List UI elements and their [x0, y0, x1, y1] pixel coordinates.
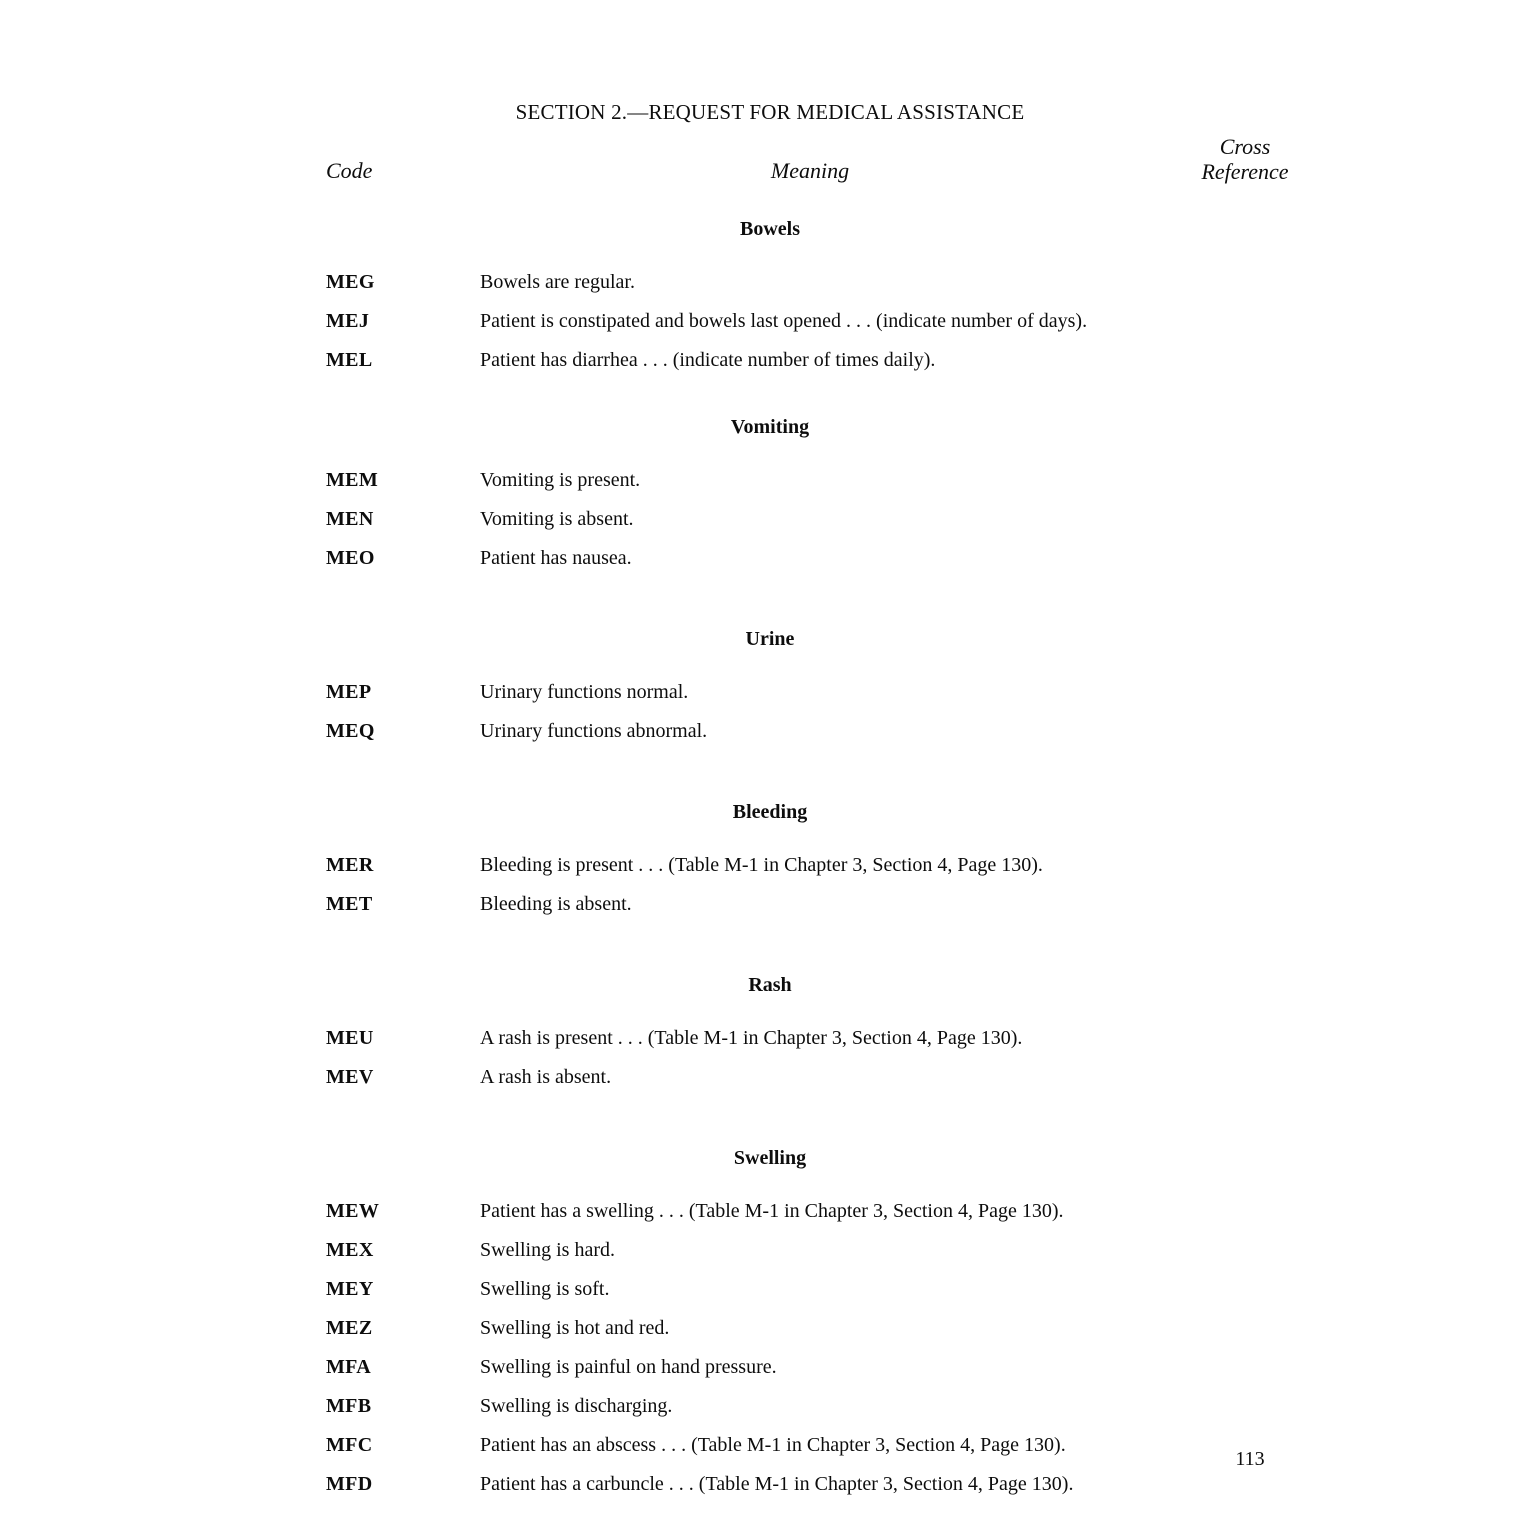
table-row	[0, 1270, 1540, 1309]
cell-code: MEN	[326, 508, 374, 530]
cell-meaning: Urinary functions normal.	[480, 681, 689, 703]
cell-meaning: Patient has a carbuncle . . . (Table M-1 in Chapter 3, Section 4, Page 130).	[480, 1473, 1074, 1495]
cell-code: MFD	[326, 1473, 373, 1495]
page-title: SECTION 2.—REQUEST FOR MEDICAL ASSISTANCE	[515, 100, 1025, 124]
cell-code: MET	[326, 893, 373, 915]
group-rows	[0, 263, 1540, 380]
column-header-code: Code	[326, 158, 373, 183]
cell-code: MEV	[326, 1066, 374, 1088]
table-row	[0, 461, 1540, 500]
cell-meaning: Bleeding is absent.	[480, 893, 632, 915]
cell-meaning: Bowels are regular.	[480, 271, 635, 293]
cell-code: MEX	[326, 1239, 374, 1261]
cell-code: MEG	[326, 271, 375, 293]
page-number: 113	[1235, 1448, 1265, 1470]
table-row	[0, 1387, 1540, 1426]
cell-meaning: Swelling is painful on hand pressure.	[480, 1356, 777, 1378]
table-row	[0, 500, 1540, 539]
code-group	[0, 416, 1540, 578]
cell-code: MEP	[326, 681, 372, 703]
cell-code: MEQ	[326, 720, 375, 742]
column-header-cross-reference	[1120, 134, 1370, 184]
cell-code: MEL	[326, 349, 373, 371]
group-heading: Bowels	[740, 218, 800, 240]
table-row	[0, 1192, 1540, 1231]
cell-code: MEY	[326, 1278, 374, 1300]
column-header-cross-reference-line2: Reference	[1201, 159, 1289, 184]
table-row	[0, 673, 1540, 712]
cell-code: MER	[326, 854, 374, 876]
code-group	[0, 974, 1540, 1097]
table-row	[0, 539, 1540, 578]
table-row	[0, 1309, 1540, 1348]
group-rows	[0, 673, 1540, 751]
cell-code: MFC	[326, 1434, 373, 1456]
table-row	[0, 1019, 1540, 1058]
group-rows	[0, 846, 1540, 924]
table-row	[0, 1058, 1540, 1097]
cell-meaning: Swelling is soft.	[480, 1278, 610, 1300]
table-row	[0, 1348, 1540, 1387]
table-row	[0, 263, 1540, 302]
cell-code: MEO	[326, 547, 375, 569]
cell-meaning: A rash is absent.	[480, 1066, 612, 1088]
group-rows	[0, 461, 1540, 578]
cell-meaning: Swelling is hard.	[480, 1239, 615, 1261]
cell-code: MFB	[326, 1395, 372, 1417]
group-heading: Bleeding	[732, 801, 808, 823]
table-row	[0, 302, 1540, 341]
cell-meaning: Bleeding is present . . . (Table M-1 in Chapter 3, Section 4, Page 130).	[480, 854, 1043, 876]
cell-meaning: Patient has a swelling . . . (Table M-1 in Chapter 3, Section 4, Page 130).	[480, 1200, 1064, 1222]
cell-code: MEJ	[326, 310, 370, 332]
cell-code: MEU	[326, 1027, 374, 1049]
table-row	[0, 885, 1540, 924]
column-header-meaning: Meaning	[770, 158, 850, 183]
cell-meaning: Urinary functions abnormal.	[480, 720, 708, 742]
cell-code: MEW	[326, 1200, 380, 1222]
cell-code: MEM	[326, 469, 378, 491]
cell-meaning: Patient has nausea.	[480, 547, 632, 569]
code-group	[0, 801, 1540, 924]
code-group	[0, 628, 1540, 751]
group-heading: Urine	[745, 628, 795, 650]
cell-meaning: Patient is constipated and bowels last opened . . . (indicate number of days).	[480, 310, 1088, 332]
table-row	[0, 341, 1540, 380]
group-rows	[0, 1019, 1540, 1097]
table-row	[0, 846, 1540, 885]
group-heading: Swelling	[733, 1147, 807, 1169]
cell-meaning: Patient has diarrhea . . . (indicate number of times daily).	[480, 349, 936, 371]
cell-meaning: A rash is present . . . (Table M-1 in Chapter 3, Section 4, Page 130).	[480, 1027, 1023, 1049]
cell-meaning: Vomiting is present.	[480, 469, 641, 491]
cell-code: MEZ	[326, 1317, 373, 1339]
table-row	[0, 712, 1540, 751]
table-row	[0, 1231, 1540, 1270]
cell-meaning: Swelling is hot and red.	[480, 1317, 670, 1339]
cell-meaning: Patient has an abscess . . . (Table M-1 in Chapter 3, Section 4, Page 130).	[480, 1434, 1066, 1456]
column-header-cross-reference-line1: Cross	[1219, 134, 1271, 159]
code-table	[0, 218, 1540, 1504]
group-heading: Rash	[748, 974, 792, 996]
cell-meaning: Swelling is discharging.	[480, 1395, 673, 1417]
cell-meaning: Vomiting is absent.	[480, 508, 634, 530]
cell-code: MFA	[326, 1356, 371, 1378]
code-group	[0, 218, 1540, 380]
group-heading: Vomiting	[730, 416, 810, 438]
